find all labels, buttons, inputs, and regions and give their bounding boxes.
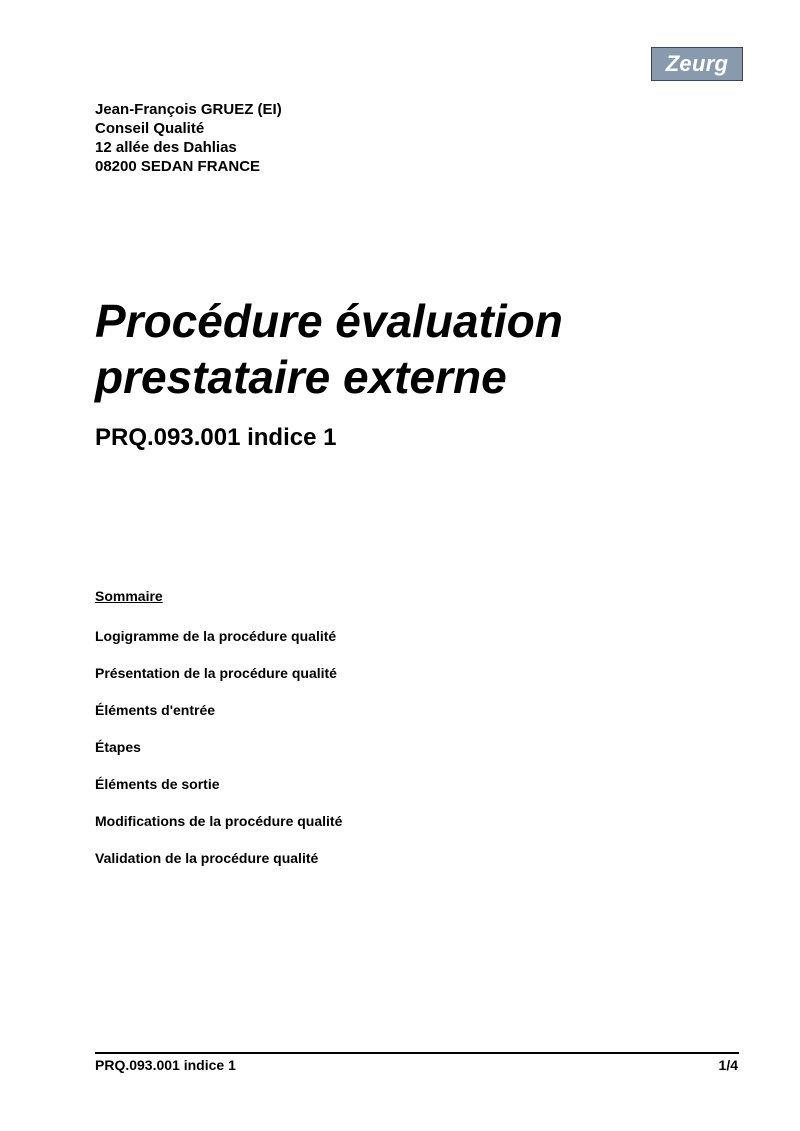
document-reference: PRQ.093.001 indice 1: [95, 424, 337, 451]
author-street: 12 allée des Dahlias: [95, 139, 237, 156]
document-title: [95, 293, 715, 405]
toc-item-logigramme: Logigramme de la procédure qualité: [95, 628, 337, 644]
footer-divider: [95, 1052, 739, 1054]
author-address-block: [95, 100, 282, 176]
zeurg-logo: Zeurg: [651, 47, 743, 81]
toc-item-elements-sortie: Éléments de sortie: [95, 776, 220, 792]
author-name: Jean-François GRUEZ (EI): [95, 101, 282, 118]
author-role: Conseil Qualité: [95, 120, 205, 137]
toc-heading: Sommaire: [95, 588, 163, 604]
toc-item-etapes: Étapes: [95, 739, 141, 755]
document-title-line-2: prestataire externe: [95, 351, 507, 403]
toc-item-modifications: Modifications de la procédure qualité: [95, 813, 343, 829]
author-city: 08200 SEDAN FRANCE: [95, 158, 261, 175]
table-of-contents: [95, 627, 342, 886]
toc-item-elements-entree: Éléments d'entrée: [95, 702, 216, 718]
document-title-line-1: Procédure évaluation: [95, 295, 563, 347]
footer-reference: PRQ.093.001 indice 1: [95, 1057, 236, 1073]
toc-item-presentation: Présentation de la procédure qualité: [95, 665, 337, 681]
toc-item-validation: Validation de la procédure qualité: [95, 850, 319, 866]
footer-page-number: 1/4: [718, 1057, 738, 1073]
